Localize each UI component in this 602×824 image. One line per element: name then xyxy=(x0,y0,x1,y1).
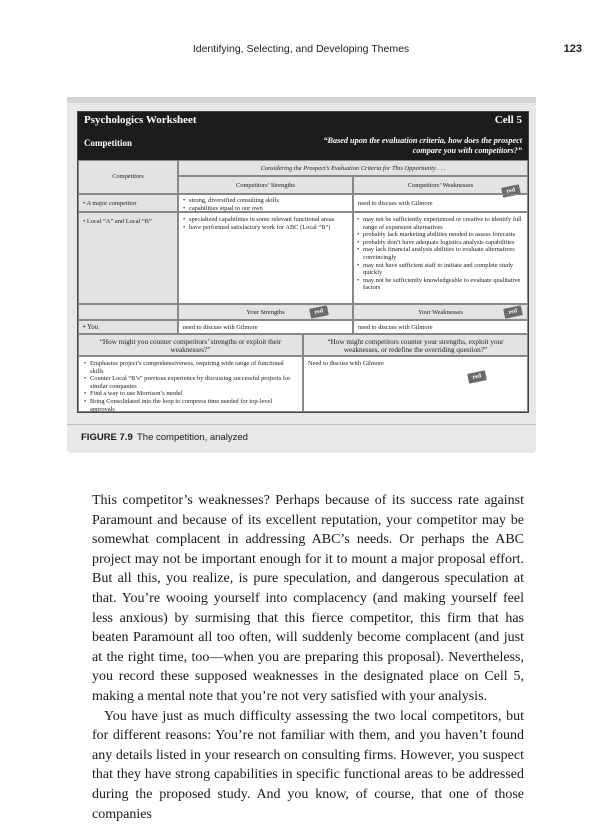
considering-header: Considering the Prospect’s Evaluation Criteria for This Opportunity . . . xyxy=(178,160,528,176)
counter-question: “How might you counter competitors’ strengths or exploit their weaknesses?” xyxy=(78,334,303,356)
red-stamp: red xyxy=(501,184,521,198)
list-item: • Counter Local “B’s” previous experience by discussing successful projects for similar companies xyxy=(90,375,298,390)
exploit-question: “How might competitors counter your strengths, exploit your weaknesses, or redefine the overriding question?” xyxy=(303,334,528,356)
running-header xyxy=(0,43,602,59)
competitor-row-name: • A major competitor xyxy=(78,194,178,212)
body-text xyxy=(92,491,524,824)
competitor-weaknesses-cell xyxy=(353,212,528,304)
competitor-row-name: • Local “A” and Local “B” xyxy=(78,212,178,304)
competitor-weaknesses-cell: need to discuss with Gilmore xyxy=(353,194,528,212)
list-item: • specialized capabilities in some relevant functional areas xyxy=(189,216,349,224)
psychologics-worksheet xyxy=(77,111,529,413)
competitor-strengths-cell xyxy=(178,212,353,304)
red-stamp: red xyxy=(309,305,329,319)
your-weaknesses-header: Your Weaknesses xyxy=(353,304,528,320)
red-stamp: red xyxy=(503,305,523,319)
competitors-strengths-header: Competitors’ Strengths xyxy=(178,176,353,194)
worksheet-header-band xyxy=(78,112,528,160)
you-weaknesses-cell: need to discuss with Gilmore xyxy=(353,320,528,334)
counter-answers xyxy=(78,356,303,412)
list-item: • may not be sufficiently experienced or creative to identify full range of expansion alternatives xyxy=(363,216,525,231)
your-strengths-header: Your Strengths xyxy=(178,304,353,320)
competitor-strengths-cell xyxy=(178,194,353,212)
exploit-answers: Need to discuss with Gilmore xyxy=(303,356,528,412)
red-stamp: red xyxy=(467,370,487,384)
list-item: • may not be sufficiently knowledgeable to evaluate qualitative factors xyxy=(363,277,525,292)
list-item: • probably lack marketing abilities needed to assess forecasts xyxy=(363,231,525,239)
worksheet-cell-number: Cell 5 xyxy=(494,114,522,126)
you-strengths-cell: need to discuss with Gilmore xyxy=(178,320,353,334)
running-title: Identifying, Selecting, and Developing Themes xyxy=(192,43,410,55)
competitor-name: Local “A” and Local “B” xyxy=(86,218,152,225)
list-item: • may not have sufficient staff to initiate and complete study quickly xyxy=(363,262,525,277)
list-item: • have performed satisfactory work for ABC (Local “B”) xyxy=(189,224,349,232)
list-item: • Emphasize project’s comprehensiveness, requiring wide range of functional skills xyxy=(90,360,298,375)
competitors-header: Competitors xyxy=(78,160,178,194)
blank-cell xyxy=(78,304,178,320)
list-item: • Bring Consolidated into the loop to compress time needed for top-level approvals xyxy=(90,398,298,413)
paragraph: This competitor’s weaknesses? Perhaps because of its success rate against Paramount and because of its excellent reputation, your competitor may be somewhat complacent in addressing ABC’s needs. Or perhaps the ABC project may not be important enough for it to mount a major proposal effort. But all this, you realize, is pure speculation, and dangerous speculation at that. You’re wooing yourself into complacency (and making yourself feel less anxious) by surmising that this fierce competitor, this firm that has beaten Paramount all too often, will suddenly become complacent (and just at the right time, too—when you are preparing this proposal). Nevertheless, you record these supposed weaknesses in the designated place on Cell 5, making a mental note that you’re not very satisfied with your analysis. xyxy=(92,493,524,704)
worksheet-subtitle: Competition xyxy=(84,138,132,148)
competitors-weaknesses-header: Competitors’ Weaknesses xyxy=(353,176,528,194)
worksheet-question: “Based upon the evaluation criteria, how does the prospect compare you with competitors?” xyxy=(323,136,522,155)
list-item: • strong, diversified consulting skills xyxy=(189,197,349,205)
figure-caption xyxy=(67,424,536,447)
competitor-name: A major competitor xyxy=(86,200,137,207)
you-row-name: • You xyxy=(78,320,178,334)
list-item: • may lack financial analysis abilities to evaluate alternatives convincingly xyxy=(363,246,525,261)
figure-caption-text: The competition, analyzed xyxy=(137,432,248,443)
figure xyxy=(67,97,536,453)
worksheet-title: Psychologics Worksheet xyxy=(84,114,197,126)
page-number: 123 xyxy=(563,43,582,55)
list-item: • capabilities equal to our own xyxy=(189,205,349,213)
you-label: You xyxy=(86,323,99,331)
list-item: • Find a way to use Morrison’s model xyxy=(90,390,298,398)
list-item: • probably don’t have adequate logistics analysis capabilities xyxy=(363,239,525,247)
figure-top-rule xyxy=(67,97,536,103)
paragraph: You have just as much difficulty assessing the two local competitors, but for different reasons: You’re not familiar with them, and you haven’t found any details listed in your research on consulting firms. However, you suspect that they have strong capabilities in specific functional areas to be addressed during the proposed study. And you know, of course, that one of those companies xyxy=(92,708,524,822)
figure-label: FIGURE 7.9 xyxy=(81,432,133,443)
